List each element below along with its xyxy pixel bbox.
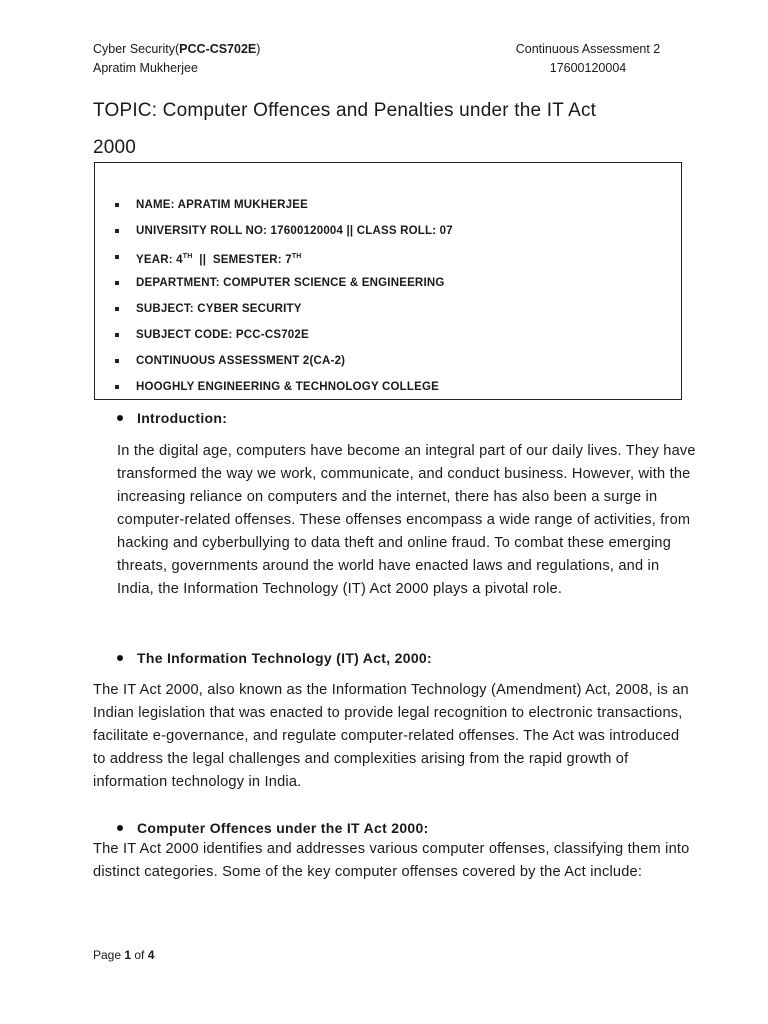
page-current: 1 [124,948,132,962]
bullet-dot-icon [117,415,123,421]
info-year-semester: YEAR: 4TH || SEMESTER: 7TH [115,250,453,276]
square-bullet-icon [115,333,119,337]
info-name: NAME: APRATIM MUKHERJEE [115,198,453,224]
square-bullet-icon [115,385,119,389]
it-act-paragraph: The IT Act 2000, also known as the Information Technology (Amendment) Act, 2008, is an Indian legislation that was enacted to provide legal recognition to electronic transactions, facilitate e-governance, and regulate computer-related offenses. The Act was introduced to address the legal challenges and complexities arising from the rapid growth of information technology in India. [93,682,689,790]
page-title: TOPIC: Computer Offences and Penalties under the IT Act 2000 [93,100,597,158]
student-info-list [115,198,453,406]
course-line: Cyber Security(PCC-CS702E) [93,42,261,56]
square-bullet-icon [115,255,119,259]
student-info-box [94,162,682,400]
square-bullet-icon [115,229,119,233]
info-department: DEPARTMENT: COMPUTER SCIENCE & ENGINEERING [115,276,453,302]
info-college: HOOGHLY ENGINEERING & TECHNOLOGY COLLEGE [115,380,453,406]
page-footer: Page 1 of 4 [93,948,155,962]
it-act-heading: The Information Technology (IT) Act, 2000: [117,650,432,666]
info-subject-code: SUBJECT CODE: PCC-CS702E [115,328,453,354]
offences-paragraph: The IT Act 2000 identifies and addresses various computer offenses, classifying them into distinct categories. Some of the key computer offenses covered by the Act include: [93,841,690,880]
square-bullet-icon [115,281,119,285]
page-header [93,40,673,78]
roll-number: 17600120004 [549,61,627,75]
page-total: 4 [147,948,155,962]
author-name: Apratim Mukherjee [93,61,198,75]
intro-paragraph: In the digital age, computers have become an integral part of our daily lives. They have transformed the way we work, communicate, and conduct business. However, with the increasing reliance on computers and the internet, there has also been a surge in computer-related offenses. These offenses encompass a wide range of activities, from hacking and cyberbullying to data theft and online fraud. To combat these emerging threats, governments around the world have enacted laws and regulations, and in India, the Information Technology (IT) Act 2000 plays a pivotal role. [117,443,696,597]
info-subject: SUBJECT: CYBER SECURITY [115,302,453,328]
bullet-dot-icon [117,825,123,831]
square-bullet-icon [115,203,119,207]
course-code: PCC-CS702E [179,42,257,56]
info-roll: UNIVERSITY ROLL NO: 17600120004 || CLASS ROLL: 07 [115,224,453,250]
info-assessment: CONTINUOUS ASSESSMENT 2(CA-2) [115,354,453,380]
intro-heading: Introduction: [117,410,227,426]
square-bullet-icon [115,359,119,363]
assessment-label: Continuous Assessment 2 [515,42,661,56]
square-bullet-icon [115,307,119,311]
bullet-dot-icon [117,655,123,661]
offences-heading: Computer Offences under the IT Act 2000: [117,820,429,836]
